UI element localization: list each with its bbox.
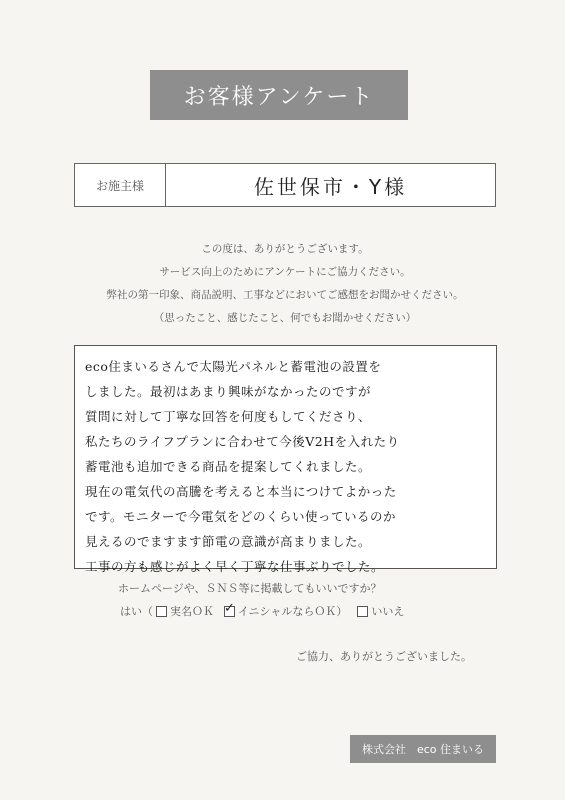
option-no-label: いいえ xyxy=(371,605,405,618)
intro-text xyxy=(70,238,500,330)
answer-line: 現在の電気代の高騰を考えると本当につけてよかった xyxy=(85,484,397,499)
owner-name: 佐世保市・Y様 xyxy=(253,174,408,199)
choice-no xyxy=(357,603,404,619)
answer-line: 質問に対して丁寧な回答を何度もしてくださり、 xyxy=(85,409,372,424)
choice-yes xyxy=(120,603,214,619)
closing-text: ご協力、ありがとうございました。 xyxy=(296,650,472,663)
answer-line: です。モニターで今電気をどのくらい使っているのか xyxy=(85,509,397,524)
consent-choices xyxy=(120,603,404,619)
answer-line: eco住まいるさんで太陽光パネルと蓄電池の設置を xyxy=(85,359,382,374)
intro-line: （思ったこと、感じたこと、何でもお聞かせください） xyxy=(153,312,417,324)
checkbox-no[interactable] xyxy=(357,606,368,617)
checkbox-real-name[interactable] xyxy=(156,606,167,617)
survey-title: お客様アンケート xyxy=(150,70,408,120)
consent-question: ホームページや、ＳＮＳ等に掲載してもいいですか？ xyxy=(118,582,382,595)
intro-line: 弊社の第一印象、商品説明、工事などにおいてご感想をお聞かせください。 xyxy=(106,289,464,301)
answer-line: 工事の方も感じがよく早く丁寧な仕事ぶりでした。 xyxy=(85,559,385,574)
option-initial-label: イニシャルならＯＫ） xyxy=(238,605,348,618)
option-real-name-label: 実名ＯＫ xyxy=(170,605,214,618)
answer-line: しました。最初はあまり興味がなかったのですが xyxy=(85,384,372,399)
answer-line: 私たちのライフプランに合わせて今後V2Hを入れたり xyxy=(85,434,400,449)
intro-line: この度は、ありがとうございます。 xyxy=(201,243,369,255)
owner-row xyxy=(74,163,496,207)
checkbox-initial[interactable] xyxy=(224,606,235,617)
handwritten-answer xyxy=(85,354,489,579)
yes-label: はい（ xyxy=(120,605,153,618)
answer-box xyxy=(74,345,497,574)
answer-line: 見えるのでますます節電の意識が高まりました。 xyxy=(85,534,372,549)
company-name: 株式会社 eco 住まいる xyxy=(350,735,496,763)
answer-line: 蓄電池も追加できる商品を提案してくれました。 xyxy=(85,459,372,474)
choice-initial xyxy=(224,603,347,619)
intro-line: サービス向上のためにアンケートにご協力ください。 xyxy=(159,266,411,278)
owner-label: お施主様 xyxy=(75,164,166,206)
